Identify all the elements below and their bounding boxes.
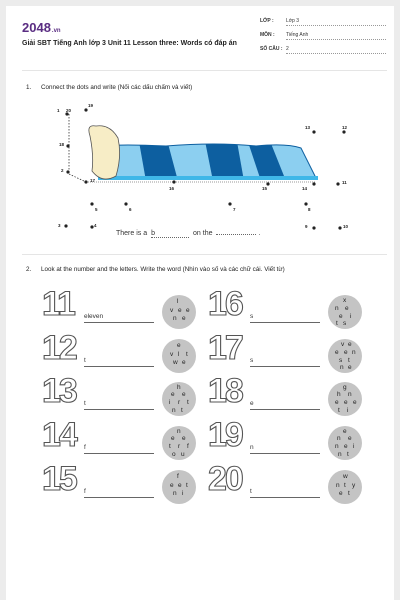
dot-label: 9: [305, 224, 308, 229]
dot-label: 18: [59, 142, 65, 147]
dot-label: 2: [61, 168, 64, 173]
scrambled-letter: n: [348, 391, 352, 398]
meta-subject: MÔN : Tiếng Anh: [260, 32, 308, 38]
scrambled-letter: t: [186, 482, 188, 489]
big-number: 11: [42, 285, 74, 323]
scrambled-letter: t: [348, 357, 350, 364]
dot-label: 7: [233, 207, 236, 212]
letter-circle: [328, 470, 362, 504]
word-hint: t: [250, 488, 252, 495]
scrambled-letter: t: [181, 407, 183, 414]
scrambled-letter: t: [169, 443, 171, 450]
scrambled-letter: t: [186, 351, 188, 358]
answer-blank-1[interactable]: b: [151, 230, 189, 238]
scrambled-letter: i: [353, 443, 355, 450]
dot-label: 20: [66, 108, 72, 113]
scrambled-letter: g: [343, 384, 347, 391]
scrambled-letter: t: [336, 320, 338, 327]
scrambled-letter: e: [182, 391, 186, 398]
scrambled-letter: e: [348, 341, 352, 348]
scrambled-letter: n: [173, 315, 177, 322]
scrambled-letter: l: [178, 351, 180, 358]
letter-circle: [328, 382, 362, 416]
scrambled-letter: n: [335, 305, 339, 312]
scrambled-letter: n: [340, 364, 344, 371]
scrambled-letter: i: [169, 399, 171, 406]
word-hint: t: [84, 400, 86, 407]
scrambled-letter: n: [177, 428, 181, 435]
answer-line[interactable]: [250, 321, 320, 323]
dot-label: 14: [302, 186, 308, 191]
divider: [22, 254, 387, 255]
dot-label: 4: [94, 223, 97, 228]
word-hint: f: [84, 488, 86, 495]
scrambled-letter: n: [337, 435, 341, 442]
answer-line[interactable]: [250, 408, 320, 410]
dot-label: 12: [342, 125, 348, 130]
big-number: 12: [42, 329, 76, 367]
answer-line[interactable]: [84, 496, 154, 498]
scrambled-letter: e: [171, 391, 175, 398]
big-number: 19: [208, 416, 242, 454]
big-number: 15: [42, 460, 76, 498]
answer-blank-2[interactable]: [216, 234, 256, 235]
scrambled-letter: e: [353, 399, 357, 406]
big-number: 16: [208, 285, 242, 323]
scrambled-letter: e: [344, 349, 348, 356]
answer-line[interactable]: [84, 365, 154, 367]
big-number: 17: [208, 329, 242, 367]
dot-label: 19: [88, 103, 94, 108]
scrambled-letter: t: [187, 399, 189, 406]
scrambled-letter: u: [181, 451, 185, 458]
letter-circle: [162, 295, 196, 329]
scrambled-letter: f: [187, 443, 189, 450]
big-number: 18: [208, 372, 242, 410]
answer-line[interactable]: [250, 365, 320, 367]
dot-label: 6: [129, 207, 132, 212]
scrambled-letter: x: [343, 297, 347, 304]
scrambled-letter: r: [178, 443, 181, 450]
dot-label: 16: [169, 186, 175, 191]
scrambled-letter: n: [338, 451, 342, 458]
scrambled-letter: t: [347, 451, 349, 458]
scrambled-letter: i: [350, 313, 352, 320]
scrambled-letter: e: [178, 307, 182, 314]
dot-label: 15: [262, 186, 268, 191]
scrambled-letter: e: [348, 435, 352, 442]
scrambled-letter: t: [348, 490, 350, 497]
scrambled-letter: e: [335, 349, 339, 356]
question-2-heading: 2. Look at the number and the letters. Write the word (Nhìn vào số và các chữ cái. Viết từ): [26, 266, 285, 273]
scrambled-letter: y: [352, 482, 356, 489]
letter-circle: [328, 295, 362, 329]
letter-circle: [328, 426, 362, 460]
scrambled-letter: e: [182, 315, 186, 322]
scrambled-letter: f: [177, 473, 179, 480]
scrambled-letter: w: [173, 359, 178, 366]
scrambled-letter: h: [177, 384, 181, 391]
dot-label: 13: [305, 125, 311, 130]
scrambled-letter: v: [170, 351, 174, 358]
scrambled-letter: w: [343, 473, 348, 480]
scrambled-letter: e: [178, 482, 182, 489]
scrambled-letter: e: [182, 359, 186, 366]
scrambled-letter: n: [173, 490, 177, 497]
big-number: 14: [42, 416, 76, 454]
pillow-bed-illustration: [6, 6, 394, 266]
word-hint: s: [250, 313, 254, 320]
scrambled-letter: i: [347, 407, 349, 414]
scrambled-letter: e: [344, 443, 348, 450]
answer-line[interactable]: [250, 452, 320, 454]
site-logo[interactable]: 2048.vn: [22, 20, 61, 35]
letter-circle: [162, 426, 196, 460]
scrambled-letter: t: [338, 407, 340, 414]
scrambled-letter: t: [344, 482, 346, 489]
scrambled-letter: e: [343, 428, 347, 435]
page-title: Giải SBT Tiếng Anh lớp 3 Unit 11 Lesson three: Words có đáp án: [22, 40, 237, 47]
letter-circle: [328, 339, 362, 373]
scrambled-letter: e: [339, 313, 343, 320]
scrambled-letter: e: [339, 490, 343, 497]
scrambled-letter: n: [352, 349, 356, 356]
scrambled-letter: e: [177, 342, 181, 349]
fill-in-sentence: There is a b on the .: [116, 230, 261, 237]
scrambled-letter: n: [335, 443, 339, 450]
dot-label: 8: [308, 207, 311, 212]
scrambled-letter: o: [172, 451, 176, 458]
scrambled-letter: e: [170, 482, 174, 489]
word-hint: s: [250, 357, 254, 364]
dot-label: 3: [58, 223, 61, 228]
scrambled-letter: v: [170, 307, 174, 314]
meta-question-count: SỐ CÂU : 2: [260, 46, 289, 52]
word-hint: t: [84, 357, 86, 364]
dot-label: 17: [90, 178, 96, 183]
letter-circle: [162, 470, 196, 504]
scrambled-letter: e: [182, 435, 186, 442]
scrambled-letter: e: [186, 307, 190, 314]
scrambled-letter: l: [177, 298, 179, 305]
scrambled-letter: e: [344, 399, 348, 406]
meta-class: LỚP : Lớp 3: [260, 18, 299, 24]
big-number: 13: [42, 372, 76, 410]
scrambled-letter: s: [339, 357, 343, 364]
scrambled-letter: e: [348, 364, 352, 371]
big-number: 20: [208, 460, 242, 498]
scrambled-letter: n: [336, 482, 340, 489]
word-hint: eleven: [84, 313, 104, 320]
scrambled-letter: v: [341, 341, 345, 348]
scrambled-letter: e: [345, 305, 349, 312]
scrambled-letter: e: [171, 435, 175, 442]
scrambled-letter: h: [337, 391, 341, 398]
answer-line[interactable]: [250, 496, 320, 498]
word-hint: f: [84, 444, 86, 451]
letter-circle: [162, 382, 196, 416]
scrambled-letter: i: [182, 490, 184, 497]
dot-label: 10: [343, 224, 349, 229]
scrambled-letter: r: [178, 399, 181, 406]
scrambled-letter: n: [172, 407, 176, 414]
answer-line[interactable]: [84, 408, 154, 410]
scrambled-letter: e: [335, 399, 339, 406]
letter-circle: [162, 339, 196, 373]
dot-label: 1: [57, 108, 60, 113]
answer-line[interactable]: [84, 321, 154, 323]
dot-label: 11: [342, 180, 347, 185]
word-hint: e: [250, 400, 254, 407]
worksheet-page: [6, 6, 394, 600]
word-hint: n: [250, 444, 254, 451]
question-1-heading: 1. Connect the dots and write (Nối các dấu chấm và viết): [26, 84, 193, 91]
answer-line[interactable]: [84, 452, 154, 454]
scrambled-letter: s: [343, 320, 347, 327]
dot-label: 5: [95, 207, 98, 212]
